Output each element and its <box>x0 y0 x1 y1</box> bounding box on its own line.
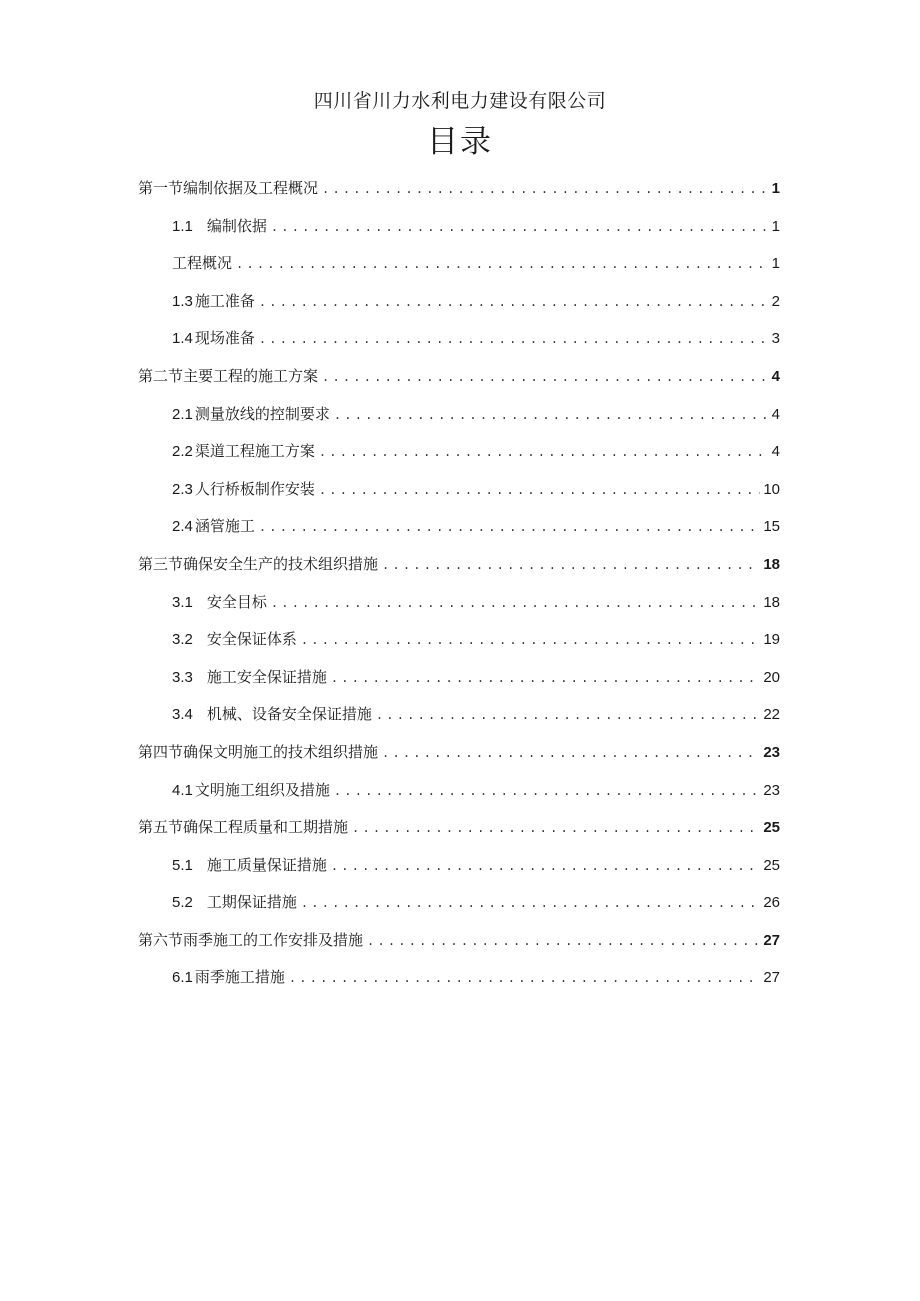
toc-entry-number: 1.3 <box>172 292 193 310</box>
toc-entry-number: 3.1 <box>172 593 193 611</box>
toc-subsection-entry[interactable] <box>138 884 780 922</box>
toc-subsection-entry[interactable] <box>138 959 780 997</box>
toc-entry-number: 1.1 <box>172 217 193 235</box>
toc-page-number: 10 <box>763 480 780 498</box>
toc-entry-label: 施工安全保证措施 <box>206 667 327 686</box>
toc-entry-number: 3.4 <box>172 706 193 724</box>
toc-entry-label: 雨季施工措施 <box>194 968 285 987</box>
toc-page-number: 18 <box>763 555 780 573</box>
toc-entry-number: 2.1 <box>172 405 193 423</box>
toc-dot-leader <box>331 848 760 886</box>
toc-subsection-entry[interactable] <box>138 696 780 734</box>
toc-dot-leader <box>334 397 769 435</box>
toc-section-entry[interactable] <box>138 809 780 847</box>
toc-subsection-entry[interactable] <box>138 508 780 546</box>
toc-subsection-entry[interactable] <box>138 584 780 622</box>
toc-entry-label: 第四节确保文明施工的技术组织措施 <box>138 742 379 761</box>
toc-dot-leader <box>301 885 760 923</box>
toc-entry-number: 2.4 <box>172 518 193 536</box>
toc-entry-number: 3.2 <box>172 631 193 649</box>
toc-section-entry[interactable] <box>138 358 780 396</box>
toc-page-number: 22 <box>763 706 780 724</box>
toc-subsection-entry[interactable] <box>138 847 780 885</box>
toc-page-number: 18 <box>763 593 780 611</box>
page-title: 目录 <box>427 124 493 160</box>
toc-page-number: 26 <box>763 894 780 912</box>
toc-entry-label: 涵管施工 <box>194 517 255 536</box>
toc-entry-number: 2.3 <box>172 480 193 498</box>
toc-page-number: 15 <box>763 518 780 536</box>
toc-entry-label: 工程概况 <box>172 254 233 273</box>
toc-entry-label: 第二节主要工程的施工方案 <box>138 366 319 385</box>
toc-dot-leader <box>331 660 760 698</box>
toc-entry-label: 渠道工程施工方案 <box>194 442 315 461</box>
toc-entry-number: 6.1 <box>172 969 193 987</box>
toc-subsection-entry[interactable] <box>138 245 780 283</box>
toc-section-entry[interactable] <box>138 170 780 208</box>
toc-subsection-entry[interactable] <box>138 772 780 810</box>
toc-page-number: 25 <box>763 819 780 837</box>
toc-entry-label: 现场准备 <box>194 329 255 348</box>
toc-entry-label: 测量放线的控制要求 <box>194 404 330 423</box>
toc-dot-leader <box>271 209 769 247</box>
toc-page-number: 3 <box>771 330 780 348</box>
toc-dot-leader <box>376 697 760 735</box>
toc-dot-leader <box>367 923 760 961</box>
toc-dot-leader <box>352 810 760 848</box>
toc-entry-label: 安全保证体系 <box>206 630 297 649</box>
toc-page-number: 25 <box>763 856 780 874</box>
toc-entry-number: 5.2 <box>172 894 193 912</box>
toc-subsection-entry[interactable] <box>138 208 780 246</box>
company-name: 四川省川力水利电力建设有限公司 <box>313 90 607 112</box>
toc-page-number: 1 <box>771 217 780 235</box>
table-of-contents <box>138 170 780 997</box>
toc-entry-label: 安全目标 <box>206 592 267 611</box>
toc-entry-label: 施工准备 <box>194 291 255 310</box>
toc-page-number: 1 <box>771 180 780 197</box>
toc-section-entry[interactable] <box>138 922 780 960</box>
toc-entry-label: 第一节编制依据及工程概况 <box>138 179 319 197</box>
toc-page-number: 23 <box>763 743 780 761</box>
toc-dot-leader <box>382 547 760 585</box>
toc-dot-leader <box>322 171 769 209</box>
toc-subsection-entry[interactable] <box>138 621 780 659</box>
toc-entry-number: 4.1 <box>172 781 193 799</box>
toc-entry-label: 编制依据 <box>206 216 267 235</box>
toc-subsection-entry[interactable] <box>138 320 780 358</box>
toc-page-number: 23 <box>763 781 780 799</box>
toc-entry-label: 第三节确保安全生产的技术组织措施 <box>138 554 379 573</box>
toc-entry-number: 5.1 <box>172 856 193 874</box>
toc-dot-leader <box>259 284 769 322</box>
toc-dot-leader <box>322 359 769 397</box>
toc-subsection-entry[interactable] <box>138 283 780 321</box>
toc-entry-label: 施工质量保证措施 <box>206 855 327 874</box>
toc-entry-label: 第六节雨季施工的工作安排及措施 <box>138 930 364 949</box>
toc-dot-leader <box>236 246 769 284</box>
toc-page-number: 4 <box>771 367 780 385</box>
toc-subsection-entry[interactable] <box>138 471 780 509</box>
toc-page-number: 27 <box>763 969 780 987</box>
toc-entry-number: 1.4 <box>172 330 193 348</box>
toc-page-number: 1 <box>771 255 780 273</box>
toc-page-number: 4 <box>771 443 780 461</box>
toc-entry-label: 人行桥板制作安装 <box>194 479 315 498</box>
toc-page-number: 27 <box>763 931 780 949</box>
toc-dot-leader <box>319 472 760 510</box>
toc-dot-leader <box>382 735 760 773</box>
toc-dot-leader <box>271 585 760 623</box>
toc-entry-number: 3.3 <box>172 668 193 686</box>
toc-section-entry[interactable] <box>138 734 780 772</box>
toc-page-number: 19 <box>763 631 780 649</box>
toc-dot-leader <box>289 960 760 998</box>
toc-entry-label: 工期保证措施 <box>206 893 297 912</box>
toc-section-entry[interactable] <box>138 546 780 584</box>
toc-entry-label: 文明施工组织及措施 <box>194 780 330 799</box>
toc-subsection-entry[interactable] <box>138 659 780 697</box>
toc-entry-label: 第五节确保工程质量和工期措施 <box>138 818 349 837</box>
toc-dot-leader <box>259 321 769 359</box>
toc-page-number: 2 <box>771 292 780 310</box>
toc-subsection-entry[interactable] <box>138 396 780 434</box>
toc-page-number: 4 <box>771 405 780 423</box>
toc-dot-leader <box>319 434 769 472</box>
toc-entry-number: 2.2 <box>172 443 193 461</box>
toc-subsection-entry[interactable] <box>138 433 780 471</box>
toc-dot-leader <box>334 773 760 811</box>
toc-entry-label: 机械、设备安全保证措施 <box>206 705 372 724</box>
toc-dot-leader <box>259 509 760 547</box>
toc-page-number: 20 <box>763 668 780 686</box>
toc-dot-leader <box>301 622 760 660</box>
